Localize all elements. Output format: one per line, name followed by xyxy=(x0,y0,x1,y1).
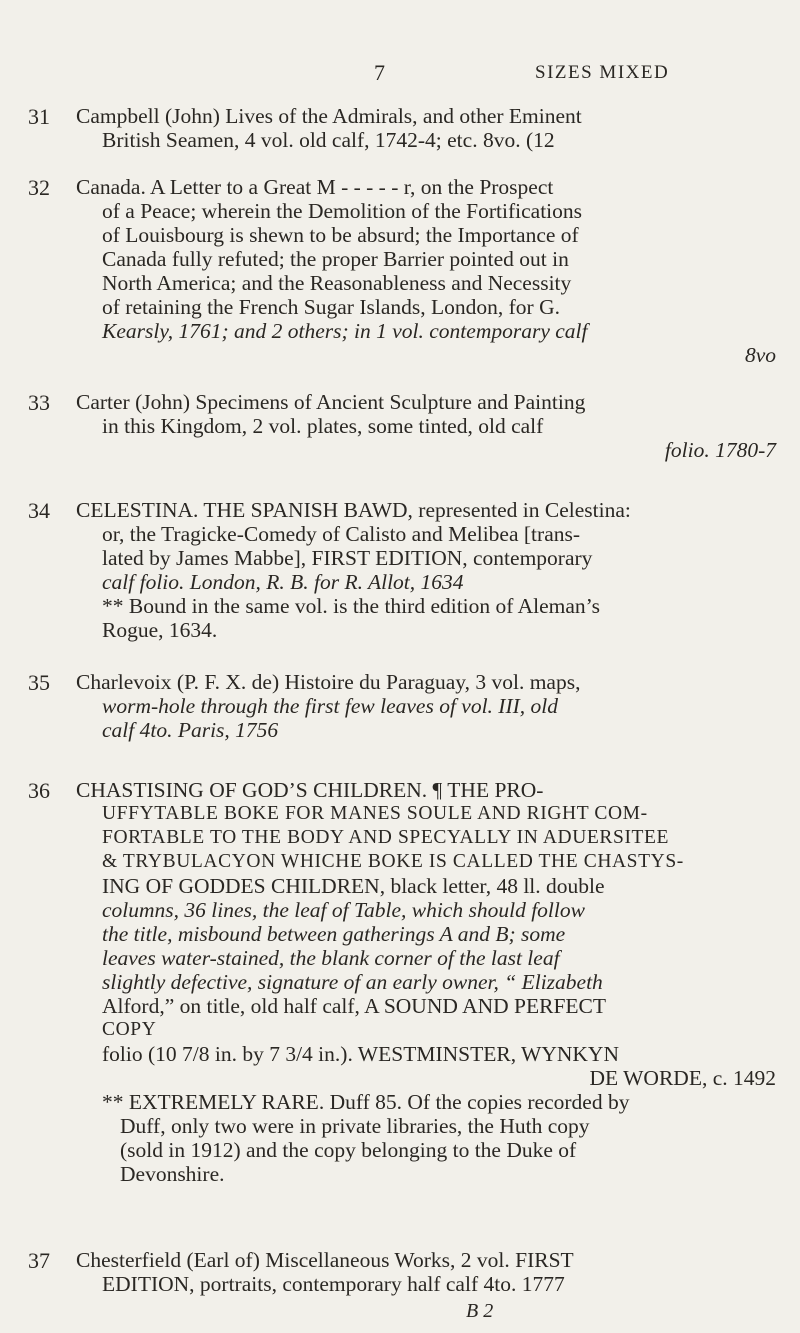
signature-mark: B 2 xyxy=(466,1300,494,1322)
entry-line: EDITION, portraits, contemporary half calf 4to. 1777 xyxy=(102,1272,565,1296)
entry-line: of a Peace; wherein the Demolition of the Fortifications xyxy=(102,199,583,223)
entry-line: Canada fully refuted; the proper Barrier pointed out in xyxy=(102,247,569,271)
entry-line: worm-hole through the first few leaves of vol. III, old xyxy=(102,694,559,718)
entry-line: Campbell (John) Lives of the Admirals, and other Eminent xyxy=(76,104,582,128)
entry-line: Canada. A Letter to a Great M - - - - - r, on the Prospect xyxy=(76,175,554,199)
entry-text xyxy=(76,670,776,742)
entry-text xyxy=(76,175,776,367)
entry-line: British Seamen, 4 vol. old calf, 1742-4; etc. 8vo. (12 xyxy=(102,128,555,152)
entry-line: columns, 36 lines, the leaf of Table, which should follow xyxy=(102,898,585,922)
entry-note: Rogue, 1634. xyxy=(102,618,218,642)
entry-line: in this Kingdom, 2 vol. plates, some tinted, old calf xyxy=(102,414,544,438)
entry-line: North America; and the Reasonableness and Necessity xyxy=(102,271,572,295)
entry-line: FORTABLE TO THE BODY AND SPECYALLY IN ADUERSITEE xyxy=(102,827,670,848)
entry-line: folio (10 7/8 in. by 7 3/4 in.). WESTMINSTER, WYNKYN xyxy=(102,1042,619,1066)
lot-number: 32 xyxy=(28,175,50,200)
entry-line: leaves water-stained, the blank corner of the last leaf xyxy=(102,946,560,970)
entry-note: Devonshire. xyxy=(120,1162,225,1186)
entry-line: COPY xyxy=(102,1019,157,1040)
lot-number: 37 xyxy=(28,1248,50,1273)
entry-line: & TRYBULACYON WHICHE BOKE IS CALLED THE CHASTYS- xyxy=(102,851,684,872)
entry-line: calf folio. London, R. B. for R. Allot, 1634 xyxy=(102,570,464,594)
lot-number: 36 xyxy=(28,778,50,803)
entry-line: lated by James Mabbe], FIRST EDITION, contemporary xyxy=(102,546,593,570)
entry-text xyxy=(76,1248,776,1296)
entry-format: folio. 1780-7 xyxy=(664,438,776,462)
entry-line: calf 4to. Paris, 1756 xyxy=(102,718,279,742)
entry-text xyxy=(76,778,776,1186)
entry-line: slightly defective, signature of an early owner, “ Elizabeth xyxy=(102,970,603,994)
entry-note: ** Bound in the same vol. is the third edition of Aleman’s xyxy=(102,594,601,618)
entry-format: 8vo xyxy=(744,343,776,367)
entry-line: Carter (John) Specimens of Ancient Sculpture and Painting xyxy=(76,390,586,414)
entry-line: Alford,” on title, old half calf, A SOUND AND PERFECT xyxy=(102,994,607,1018)
page-header xyxy=(0,60,800,90)
entry-text xyxy=(76,498,776,642)
entry-line: CHASTISING OF GOD’S CHILDREN. ¶ THE PRO- xyxy=(76,778,544,802)
lot-number: 31 xyxy=(28,104,50,129)
entry-line: ING OF GODDES CHILDREN, black letter, 48 ll. double xyxy=(102,874,605,898)
entry-line: of retaining the French Sugar Islands, London, for G. xyxy=(102,295,560,319)
entry-note: Duff, only two were in private libraries, the Huth copy xyxy=(120,1114,590,1138)
entry-note: (sold in 1912) and the copy belonging to the Duke of xyxy=(120,1138,577,1162)
lot-number: 33 xyxy=(28,390,50,415)
entry-note: ** EXTREMELY RARE. Duff 85. Of the copies recorded by xyxy=(102,1090,630,1114)
entry-line: UFFYTABLE BOKE FOR MANES SOULE AND RIGHT COM- xyxy=(102,803,648,824)
lot-number: 34 xyxy=(28,498,50,523)
entry-line: or, the Tragicke-Comedy of Calisto and Melibea [trans- xyxy=(102,522,581,546)
entry-line: Charlevoix (P. F. X. de) Histoire du Paraguay, 3 vol. maps, xyxy=(76,670,581,694)
entry-text xyxy=(76,104,776,152)
entry-line: Chesterfield (Earl of) Miscellaneous Works, 2 vol. FIRST xyxy=(76,1248,574,1272)
entry-line: of Louisbourg is shewn to be absurd; the Importance of xyxy=(102,223,579,247)
running-head: SIZES MIXED xyxy=(535,62,670,83)
entry-line: Kearsly, 1761; and 2 others; in 1 vol. contemporary calf xyxy=(102,319,588,343)
entry-imprint: DE WORDE, c. 1492 xyxy=(589,1066,776,1090)
lot-number: 35 xyxy=(28,670,50,695)
page-number: 7 xyxy=(374,60,385,85)
entry-line: the title, misbound between gatherings A and B; some xyxy=(102,922,566,946)
entry-text xyxy=(76,390,776,462)
entry-line: CELESTINA. THE SPANISH BAWD, represented in Celestina: xyxy=(76,498,631,522)
